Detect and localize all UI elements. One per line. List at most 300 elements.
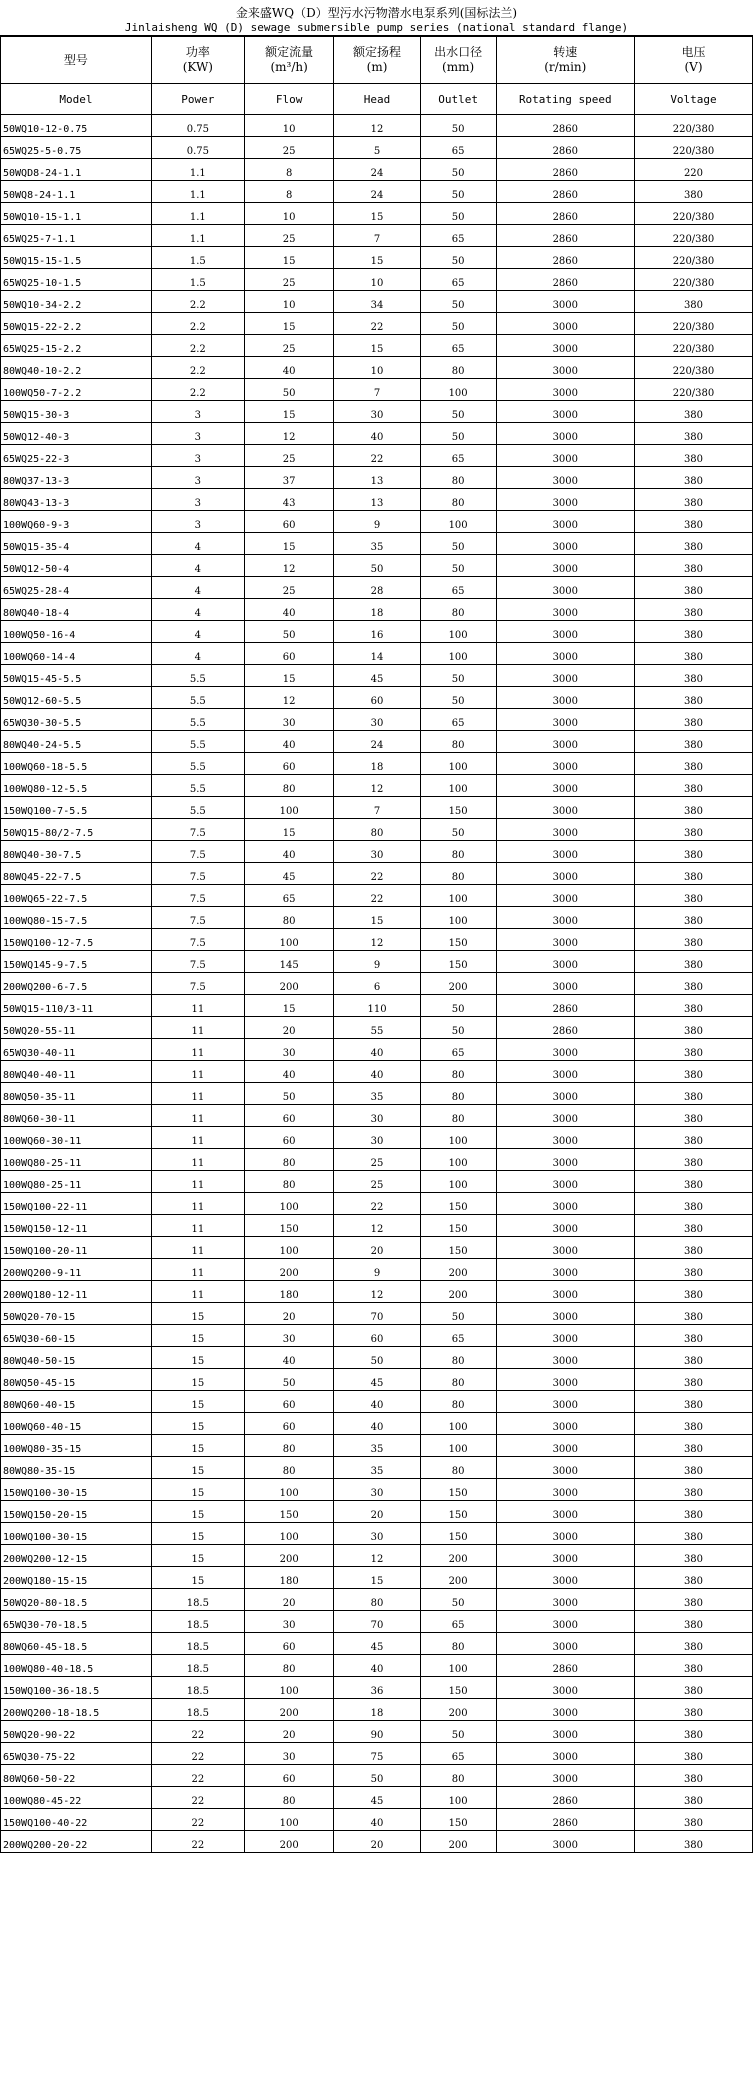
cell-speed: 3000	[496, 797, 634, 819]
cell-voltage: 380	[634, 1369, 752, 1391]
cell-speed: 3000	[496, 1149, 634, 1171]
table-row	[1, 1699, 753, 1721]
cell-flow: 100	[244, 929, 334, 951]
header-power-cn: 功率 (KW)	[151, 37, 244, 84]
cell-voltage: 380	[634, 1611, 752, 1633]
cell-speed: 3000	[496, 1677, 634, 1699]
cell-head: 35	[334, 1083, 420, 1105]
cell-speed: 3000	[496, 1193, 634, 1215]
cell-speed: 3000	[496, 1215, 634, 1237]
cell-speed: 3000	[496, 643, 634, 665]
table-row	[1, 1479, 753, 1501]
cell-power: 15	[151, 1413, 244, 1435]
cell-flow: 200	[244, 1831, 334, 1853]
table-row	[1, 951, 753, 973]
cell-speed: 3000	[496, 1435, 634, 1457]
cell-speed: 3000	[496, 1831, 634, 1853]
cell-speed: 3000	[496, 489, 634, 511]
table-row	[1, 225, 753, 247]
cell-head: 30	[334, 1105, 420, 1127]
cell-outlet: 50	[420, 181, 496, 203]
cell-voltage: 380	[634, 1127, 752, 1149]
cell-model: 80WQ50-35-11	[1, 1083, 152, 1105]
cell-head: 12	[334, 1215, 420, 1237]
cell-outlet: 50	[420, 819, 496, 841]
cell-head: 40	[334, 1391, 420, 1413]
table-row	[1, 379, 753, 401]
cell-model: 50WQ10-12-0.75	[1, 115, 152, 137]
table-row	[1, 1347, 753, 1369]
cell-outlet: 50	[420, 159, 496, 181]
cell-outlet: 80	[420, 1633, 496, 1655]
cell-head: 18	[334, 753, 420, 775]
cell-outlet: 150	[420, 1479, 496, 1501]
cell-flow: 100	[244, 1677, 334, 1699]
table-row	[1, 1017, 753, 1039]
cell-head: 40	[334, 1809, 420, 1831]
cell-model: 65WQ25-10-1.5	[1, 269, 152, 291]
table-row	[1, 687, 753, 709]
cell-head: 40	[334, 1039, 420, 1061]
cell-model: 65WQ30-30-5.5	[1, 709, 152, 731]
cell-power: 11	[151, 1039, 244, 1061]
cell-model: 100WQ50-7-2.2	[1, 379, 152, 401]
cell-flow: 65	[244, 885, 334, 907]
cell-power: 7.5	[151, 885, 244, 907]
table-row	[1, 1325, 753, 1347]
cell-outlet: 200	[420, 973, 496, 995]
cell-head: 15	[334, 907, 420, 929]
cell-outlet: 100	[420, 907, 496, 929]
cell-voltage: 220/380	[634, 115, 752, 137]
cell-power: 15	[151, 1369, 244, 1391]
table-row	[1, 1545, 753, 1567]
cell-model: 50WQ15-22-2.2	[1, 313, 152, 335]
cell-voltage: 380	[634, 489, 752, 511]
cell-speed: 3000	[496, 1281, 634, 1303]
cell-speed: 3000	[496, 599, 634, 621]
cell-power: 4	[151, 599, 244, 621]
cell-power: 18.5	[151, 1611, 244, 1633]
cell-power: 5.5	[151, 775, 244, 797]
cell-model: 150WQ100-7-5.5	[1, 797, 152, 819]
cell-head: 14	[334, 643, 420, 665]
cell-power: 11	[151, 1105, 244, 1127]
cell-model: 100WQ80-25-11	[1, 1171, 152, 1193]
cell-head: 24	[334, 159, 420, 181]
cell-voltage: 380	[634, 1259, 752, 1281]
cell-outlet: 100	[420, 1787, 496, 1809]
cell-voltage: 380	[634, 1677, 752, 1699]
cell-power: 3	[151, 445, 244, 467]
table-row	[1, 1413, 753, 1435]
cell-voltage: 380	[634, 1391, 752, 1413]
cell-power: 18.5	[151, 1589, 244, 1611]
cell-speed: 3000	[496, 335, 634, 357]
cell-flow: 180	[244, 1281, 334, 1303]
cell-model: 100WQ80-45-22	[1, 1787, 152, 1809]
cell-speed: 2860	[496, 203, 634, 225]
cell-outlet: 100	[420, 1413, 496, 1435]
cell-outlet: 65	[420, 1325, 496, 1347]
cell-model: 50WQ10-34-2.2	[1, 291, 152, 313]
cell-model: 150WQ150-20-15	[1, 1501, 152, 1523]
cell-head: 12	[334, 115, 420, 137]
cell-outlet: 100	[420, 1171, 496, 1193]
cell-power: 4	[151, 621, 244, 643]
cell-model: 80WQ45-22-7.5	[1, 863, 152, 885]
cell-voltage: 380	[634, 467, 752, 489]
table-row	[1, 1303, 753, 1325]
cell-voltage: 380	[634, 907, 752, 929]
cell-speed: 3000	[496, 841, 634, 863]
cell-model: 150WQ100-22-11	[1, 1193, 152, 1215]
cell-voltage: 380	[634, 709, 752, 731]
cell-head: 9	[334, 1259, 420, 1281]
cell-outlet: 80	[420, 1391, 496, 1413]
table-row	[1, 1457, 753, 1479]
pump-spec-table	[0, 36, 753, 1853]
cell-outlet: 50	[420, 665, 496, 687]
cell-outlet: 50	[420, 291, 496, 313]
cell-head: 20	[334, 1501, 420, 1523]
cell-outlet: 50	[420, 247, 496, 269]
cell-voltage: 380	[634, 445, 752, 467]
cell-head: 12	[334, 1545, 420, 1567]
cell-outlet: 80	[420, 489, 496, 511]
cell-flow: 80	[244, 1171, 334, 1193]
cell-speed: 3000	[496, 1325, 634, 1347]
cell-flow: 40	[244, 731, 334, 753]
cell-head: 22	[334, 863, 420, 885]
table-row	[1, 1171, 753, 1193]
cell-speed: 3000	[496, 401, 634, 423]
header-voltage-cn: 电压 (V)	[634, 37, 752, 84]
cell-speed: 3000	[496, 687, 634, 709]
cell-flow: 50	[244, 1083, 334, 1105]
table-row	[1, 445, 753, 467]
cell-speed: 3000	[496, 1061, 634, 1083]
header-outlet-cn: 出水口径 (mm)	[420, 37, 496, 84]
table-row	[1, 401, 753, 423]
cell-speed: 2860	[496, 115, 634, 137]
cell-head: 12	[334, 1281, 420, 1303]
table-row	[1, 555, 753, 577]
cell-flow: 80	[244, 1655, 334, 1677]
cell-power: 1.5	[151, 247, 244, 269]
cell-head: 24	[334, 181, 420, 203]
cell-power: 11	[151, 1281, 244, 1303]
cell-model: 80WQ37-13-3	[1, 467, 152, 489]
cell-voltage: 220/380	[634, 203, 752, 225]
cell-head: 60	[334, 1325, 420, 1347]
cell-voltage: 380	[634, 1039, 752, 1061]
cell-speed: 3000	[496, 1369, 634, 1391]
cell-power: 7.5	[151, 907, 244, 929]
cell-power: 3	[151, 489, 244, 511]
cell-flow: 15	[244, 401, 334, 423]
cell-flow: 200	[244, 1699, 334, 1721]
cell-voltage: 220/380	[634, 137, 752, 159]
cell-head: 22	[334, 1193, 420, 1215]
cell-head: 7	[334, 225, 420, 247]
cell-flow: 15	[244, 313, 334, 335]
cell-outlet: 65	[420, 709, 496, 731]
cell-speed: 3000	[496, 1259, 634, 1281]
cell-head: 30	[334, 841, 420, 863]
cell-model: 80WQ60-40-15	[1, 1391, 152, 1413]
cell-speed: 3000	[496, 1391, 634, 1413]
cell-speed: 3000	[496, 1743, 634, 1765]
cell-head: 50	[334, 1765, 420, 1787]
cell-outlet: 80	[420, 1083, 496, 1105]
cell-flow: 10	[244, 291, 334, 313]
cell-power: 22	[151, 1765, 244, 1787]
cell-voltage: 380	[634, 621, 752, 643]
cell-head: 20	[334, 1831, 420, 1853]
cell-outlet: 200	[420, 1259, 496, 1281]
table-row	[1, 181, 753, 203]
cell-head: 15	[334, 1567, 420, 1589]
cell-model: 200WQ180-12-11	[1, 1281, 152, 1303]
header-flow-cn: 额定流量 (m³/h)	[244, 37, 334, 84]
cell-voltage: 380	[634, 797, 752, 819]
cell-power: 15	[151, 1325, 244, 1347]
cell-speed: 3000	[496, 379, 634, 401]
cell-outlet: 100	[420, 753, 496, 775]
table-row	[1, 1655, 753, 1677]
cell-flow: 30	[244, 1611, 334, 1633]
cell-outlet: 80	[420, 357, 496, 379]
cell-outlet: 100	[420, 379, 496, 401]
cell-head: 18	[334, 1699, 420, 1721]
cell-outlet: 200	[420, 1699, 496, 1721]
header-power-en: Power	[151, 84, 244, 115]
cell-power: 15	[151, 1523, 244, 1545]
cell-outlet: 65	[420, 445, 496, 467]
cell-flow: 25	[244, 225, 334, 247]
cell-head: 40	[334, 1061, 420, 1083]
cell-flow: 80	[244, 907, 334, 929]
title-chinese: 金来盛WQ（D）型污水污物潜水电泵系列(国标法兰)	[235, 6, 518, 20]
cell-power: 1.1	[151, 203, 244, 225]
cell-power: 15	[151, 1457, 244, 1479]
header-row-english	[1, 84, 753, 115]
cell-speed: 3000	[496, 1083, 634, 1105]
table-row	[1, 819, 753, 841]
header-speed-cn: 转速 (r/min)	[496, 37, 634, 84]
cell-head: 22	[334, 313, 420, 335]
cell-model: 100WQ60-30-11	[1, 1127, 152, 1149]
cell-model: 80WQ40-40-11	[1, 1061, 152, 1083]
cell-voltage: 380	[634, 511, 752, 533]
cell-speed: 3000	[496, 1545, 634, 1567]
table-row	[1, 1237, 753, 1259]
cell-model: 100WQ80-40-18.5	[1, 1655, 152, 1677]
cell-model: 50WQ15-110/3-11	[1, 995, 152, 1017]
cell-outlet: 65	[420, 1611, 496, 1633]
cell-model: 65WQ30-70-18.5	[1, 1611, 152, 1633]
cell-speed: 3000	[496, 665, 634, 687]
cell-speed: 3000	[496, 577, 634, 599]
table-row	[1, 137, 753, 159]
cell-flow: 100	[244, 1523, 334, 1545]
cell-speed: 3000	[496, 1765, 634, 1787]
cell-outlet: 200	[420, 1281, 496, 1303]
cell-outlet: 65	[420, 335, 496, 357]
cell-outlet: 150	[420, 1677, 496, 1699]
cell-power: 0.75	[151, 115, 244, 137]
cell-flow: 80	[244, 1787, 334, 1809]
table-row	[1, 709, 753, 731]
cell-power: 11	[151, 1259, 244, 1281]
cell-voltage: 380	[634, 1787, 752, 1809]
cell-head: 35	[334, 533, 420, 555]
cell-flow: 15	[244, 247, 334, 269]
cell-model: 150WQ145-9-7.5	[1, 951, 152, 973]
cell-head: 40	[334, 423, 420, 445]
cell-head: 55	[334, 1017, 420, 1039]
cell-model: 80WQ40-50-15	[1, 1347, 152, 1369]
cell-outlet: 80	[420, 1457, 496, 1479]
cell-flow: 30	[244, 1325, 334, 1347]
cell-flow: 200	[244, 973, 334, 995]
cell-flow: 60	[244, 511, 334, 533]
cell-model: 200WQ200-12-15	[1, 1545, 152, 1567]
cell-head: 30	[334, 401, 420, 423]
cell-flow: 80	[244, 1457, 334, 1479]
cell-outlet: 100	[420, 885, 496, 907]
cell-power: 3	[151, 401, 244, 423]
cell-model: 100WQ65-22-7.5	[1, 885, 152, 907]
cell-power: 7.5	[151, 819, 244, 841]
cell-model: 50WQ15-45-5.5	[1, 665, 152, 687]
table-row	[1, 1611, 753, 1633]
cell-model: 200WQ180-15-15	[1, 1567, 152, 1589]
cell-power: 1.5	[151, 269, 244, 291]
table-row	[1, 753, 753, 775]
cell-flow: 100	[244, 1193, 334, 1215]
table-row	[1, 467, 753, 489]
cell-head: 110	[334, 995, 420, 1017]
cell-voltage: 380	[634, 1193, 752, 1215]
cell-speed: 3000	[496, 1105, 634, 1127]
cell-model: 80WQ40-18-4	[1, 599, 152, 621]
table-row	[1, 1149, 753, 1171]
cell-flow: 15	[244, 995, 334, 1017]
cell-speed: 3000	[496, 1413, 634, 1435]
cell-model: 150WQ100-20-11	[1, 1237, 152, 1259]
cell-power: 11	[151, 1127, 244, 1149]
cell-power: 5.5	[151, 665, 244, 687]
table-row	[1, 1281, 753, 1303]
table-row	[1, 577, 753, 599]
cell-model: 100WQ60-18-5.5	[1, 753, 152, 775]
cell-power: 11	[151, 1193, 244, 1215]
cell-flow: 200	[244, 1545, 334, 1567]
cell-voltage: 220/380	[634, 269, 752, 291]
cell-flow: 8	[244, 159, 334, 181]
cell-head: 36	[334, 1677, 420, 1699]
cell-outlet: 50	[420, 533, 496, 555]
cell-outlet: 50	[420, 401, 496, 423]
cell-power: 11	[151, 1017, 244, 1039]
cell-power: 5.5	[151, 731, 244, 753]
table-row	[1, 357, 753, 379]
cell-speed: 3000	[496, 1171, 634, 1193]
cell-speed: 2860	[496, 1655, 634, 1677]
table-row	[1, 973, 753, 995]
cell-power: 11	[151, 1083, 244, 1105]
table-row	[1, 335, 753, 357]
cell-head: 45	[334, 1787, 420, 1809]
cell-speed: 2860	[496, 225, 634, 247]
cell-outlet: 100	[420, 511, 496, 533]
cell-power: 11	[151, 1061, 244, 1083]
cell-outlet: 50	[420, 313, 496, 335]
cell-outlet: 80	[420, 599, 496, 621]
cell-speed: 3000	[496, 1237, 634, 1259]
cell-power: 11	[151, 1237, 244, 1259]
cell-model: 80WQ60-30-11	[1, 1105, 152, 1127]
cell-outlet: 80	[420, 1347, 496, 1369]
cell-power: 15	[151, 1435, 244, 1457]
cell-power: 15	[151, 1347, 244, 1369]
cell-outlet: 80	[420, 731, 496, 753]
cell-voltage: 380	[634, 995, 752, 1017]
cell-head: 40	[334, 1655, 420, 1677]
table-row	[1, 203, 753, 225]
cell-head: 25	[334, 1171, 420, 1193]
table-row	[1, 269, 753, 291]
cell-head: 30	[334, 1523, 420, 1545]
cell-power: 4	[151, 643, 244, 665]
cell-head: 12	[334, 929, 420, 951]
cell-flow: 50	[244, 379, 334, 401]
cell-head: 80	[334, 1589, 420, 1611]
cell-model: 50WQ12-60-5.5	[1, 687, 152, 709]
cell-outlet: 65	[420, 577, 496, 599]
cell-outlet: 50	[420, 1017, 496, 1039]
cell-speed: 3000	[496, 467, 634, 489]
table-row	[1, 1435, 753, 1457]
cell-speed: 3000	[496, 753, 634, 775]
cell-outlet: 150	[420, 1237, 496, 1259]
cell-power: 22	[151, 1721, 244, 1743]
cell-flow: 60	[244, 1391, 334, 1413]
cell-flow: 60	[244, 1105, 334, 1127]
table-row	[1, 665, 753, 687]
title-block	[0, 0, 753, 36]
cell-voltage: 380	[634, 1303, 752, 1325]
cell-power: 4	[151, 555, 244, 577]
table-row	[1, 643, 753, 665]
cell-voltage: 380	[634, 1061, 752, 1083]
cell-head: 7	[334, 379, 420, 401]
cell-flow: 100	[244, 797, 334, 819]
cell-speed: 2860	[496, 1787, 634, 1809]
cell-head: 15	[334, 335, 420, 357]
cell-model: 100WQ80-15-7.5	[1, 907, 152, 929]
cell-voltage: 380	[634, 1017, 752, 1039]
cell-speed: 3000	[496, 1611, 634, 1633]
cell-flow: 30	[244, 709, 334, 731]
table-row	[1, 1193, 753, 1215]
table-row	[1, 1633, 753, 1655]
cell-power: 11	[151, 1215, 244, 1237]
cell-voltage: 380	[634, 555, 752, 577]
cell-outlet: 100	[420, 775, 496, 797]
